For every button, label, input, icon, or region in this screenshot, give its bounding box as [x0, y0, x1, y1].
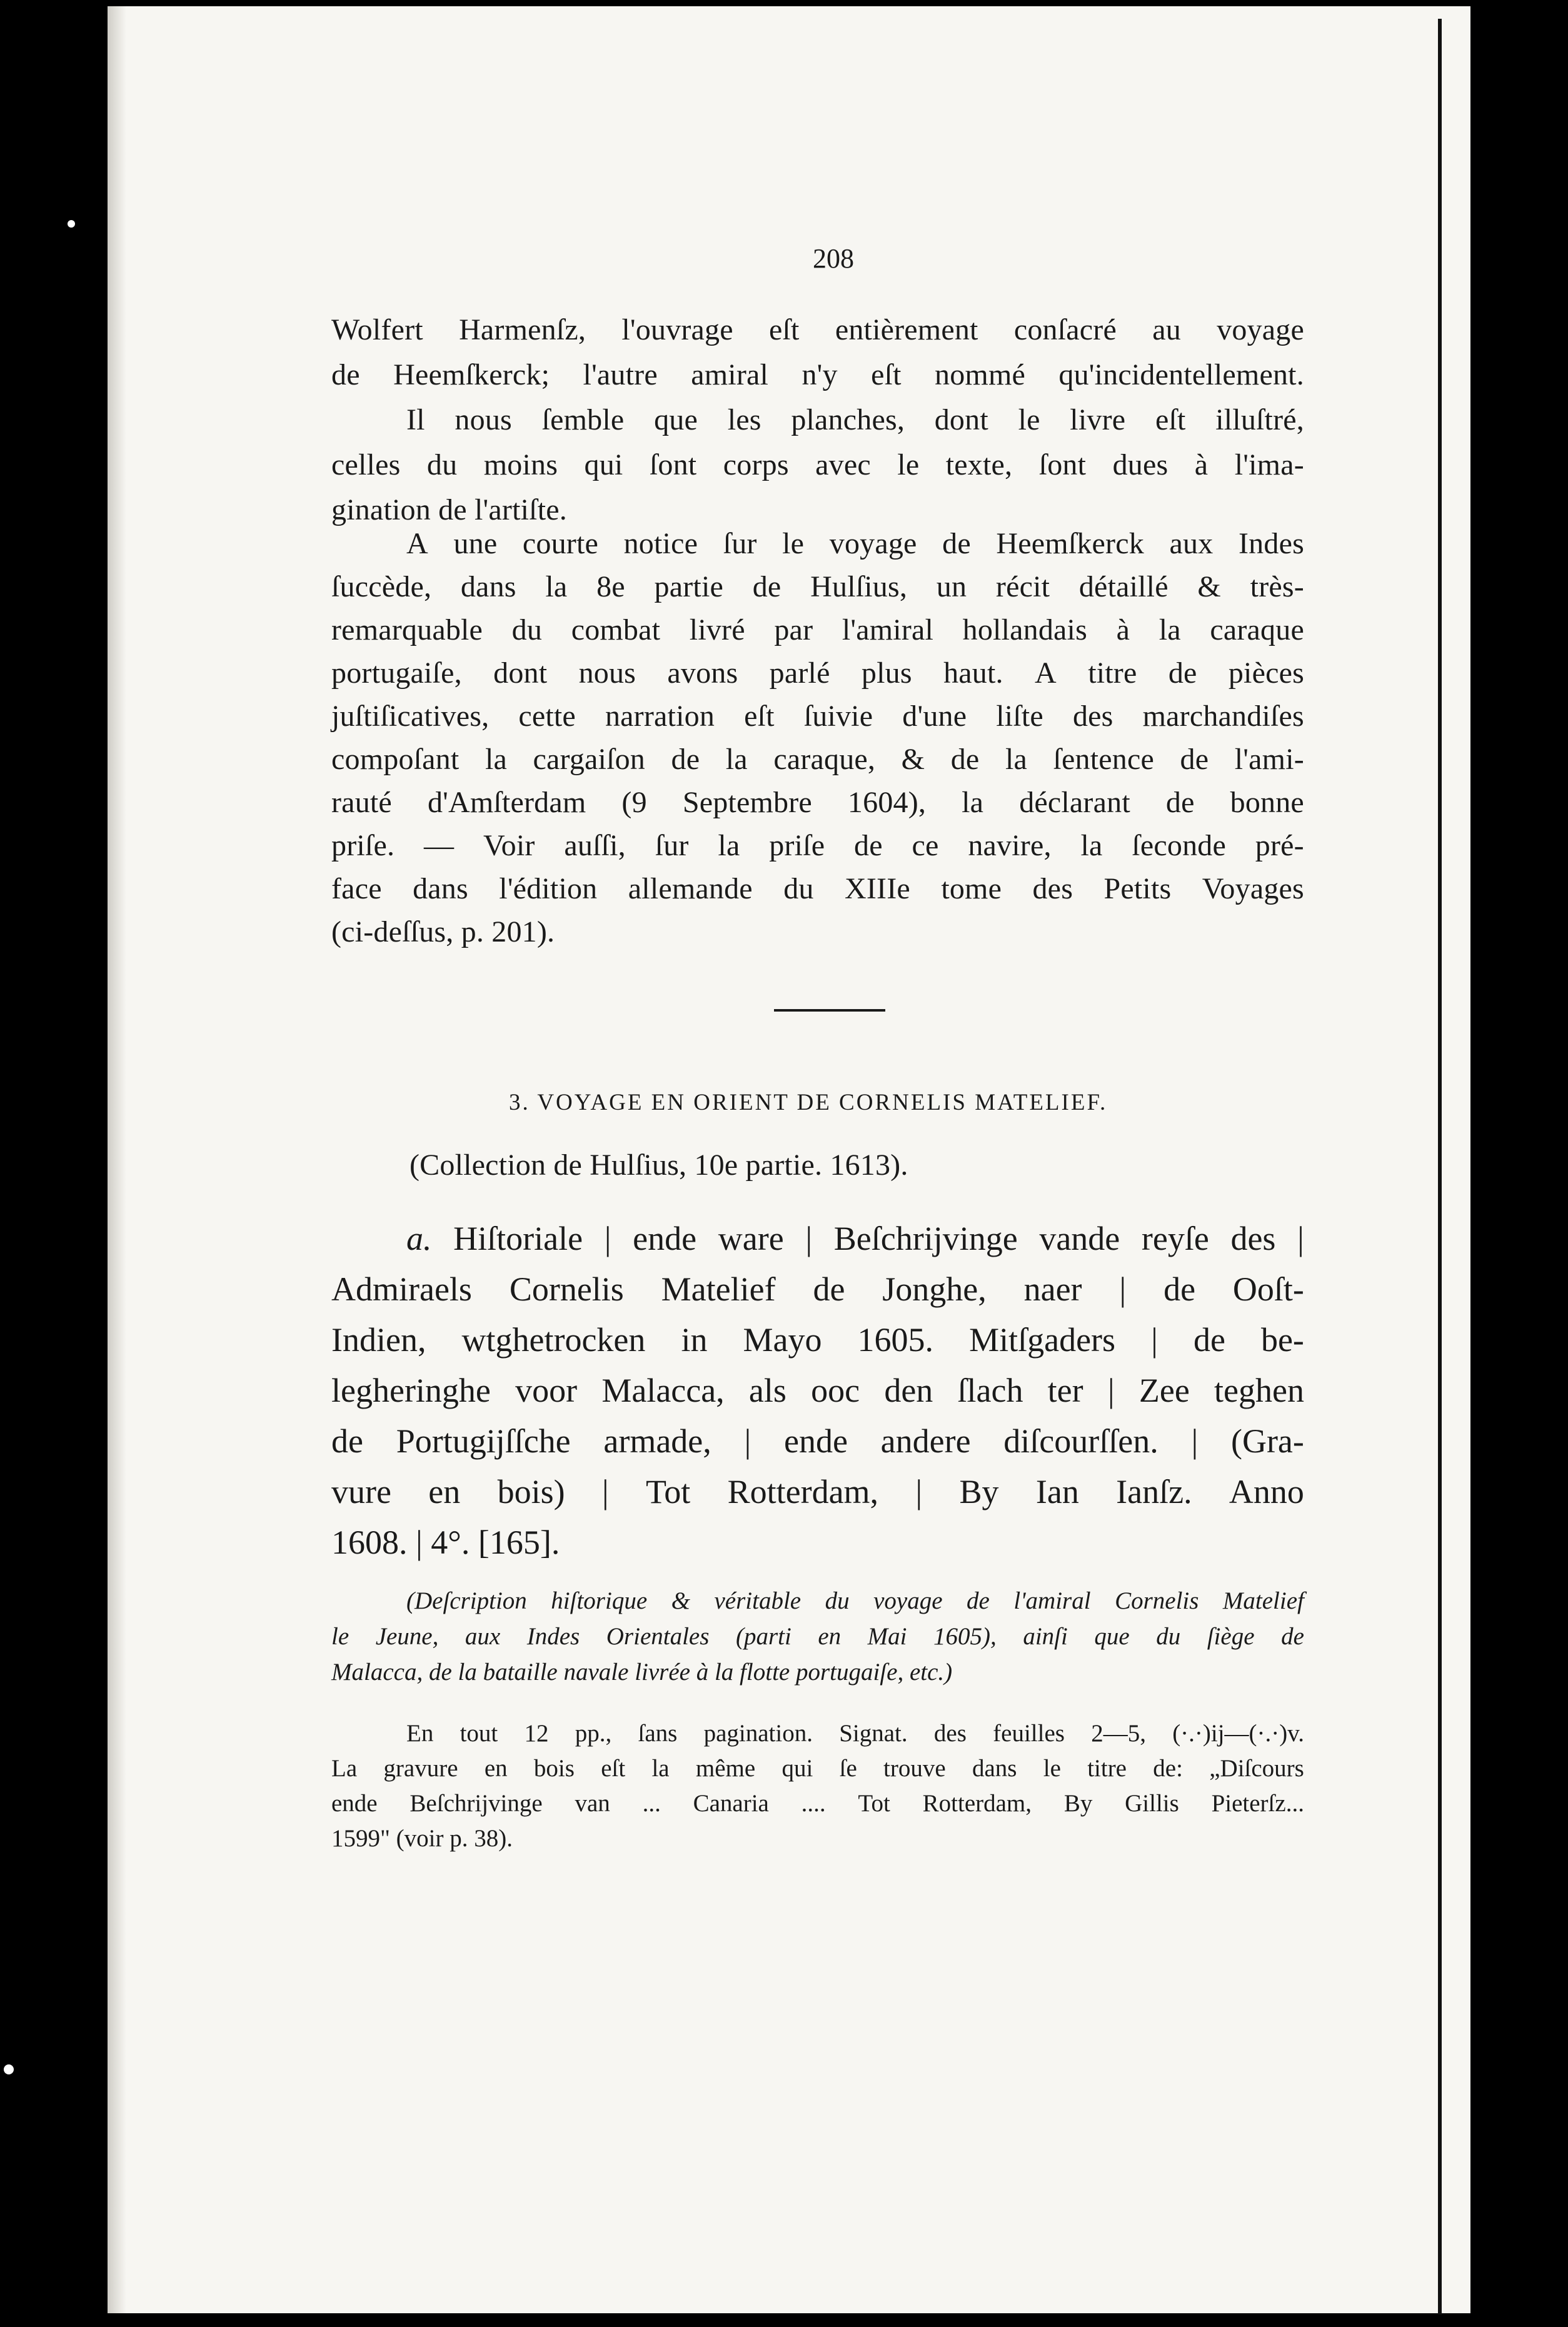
collection-reference: (Collection de Hulſius, 10e partie. 1613).	[410, 1148, 908, 1182]
paragraph-line: remarquable du combat livré par l'amiral hollandais à la caraque	[331, 613, 1304, 646]
paragraph-line: compoſant la cargaiſon de la caraque, & de la ſentence de l'ami-	[331, 743, 1304, 776]
paragraph-line: priſe. — Voir auſſi, ſur la priſe de ce navire, la ſeconde pré-	[331, 829, 1304, 862]
paragraph-line: portugaiſe, dont nous avons parlé plus haut. A titre de pièces	[331, 656, 1304, 690]
paragraph-line: Il nous ſemble que les planches, dont le livre eſt illuſtré,	[406, 403, 1304, 436]
translation-note-line: (Deſcription hiſtorique & véritable du voyage de l'amiral Cornelis Matelief	[406, 1587, 1304, 1614]
paragraph-line: ſuccède, dans la 8e partie de Hulſius, un récit détaillé & très-	[331, 570, 1304, 603]
section-divider	[774, 1009, 885, 1012]
section-heading: 3. VOYAGE EN ORIENT DE CORNELIS MATELIEF.	[509, 1090, 1108, 1115]
bibliographic-entry-line: a. Hiſtoriale | ende ware | Beſchrijvinge vande reyſe des |	[406, 1220, 1304, 1257]
paragraph-line: de Heemſkerck; l'autre amiral n'y eſt nommé qu'incidentellement.	[331, 358, 1304, 391]
collation-line: 1599" (voir p. 38).	[331, 1825, 513, 1852]
collation-line: En tout 12 pp., ſans pagination. Signat. des feuilles 2—5, (·.·)ij—(·.·)v.	[406, 1720, 1304, 1747]
bibliographic-entry-line: 1608. | 4°. [165].	[331, 1524, 560, 1561]
paragraph-line: Wolfert Harmenſz, l'ouvrage eſt entièrement conſacré au voyage	[331, 313, 1304, 346]
bibliographic-entry-line: vure en bois) | Tot Rotterdam, | By Ian Ianſz. Anno	[331, 1473, 1304, 1510]
paragraph-line: celles du moins qui ſont corps avec le texte, ſont dues à l'ima-	[331, 448, 1304, 481]
translation-note-line: Malacca, de la bataille navale livrée à la flotte portugaiſe, etc.)	[331, 1659, 953, 1686]
paragraph-line: rauté d'Amſterdam (9 Septembre 1604), la déclarant de bonne	[331, 786, 1304, 819]
paragraph-line: gination de l'artiſte.	[331, 493, 567, 526]
page-right-edge	[1438, 19, 1442, 2314]
translation-note-line: le Jeune, aux Indes Orientales (parti en Mai 1605), ainſi que du ſiège de	[331, 1623, 1304, 1650]
bibliographic-entry-line: Admiraels Cornelis Matelief de Jonghe, naer | de Ooſt-	[331, 1270, 1304, 1308]
collation-line: La gravure en bois eſt la même qui ſe trouve dans le titre de: „Diſcours	[331, 1755, 1304, 1782]
scan-speck	[68, 220, 75, 228]
paragraph-line: (ci-deſſus, p. 201).	[331, 915, 555, 948]
paragraph-line: juſtiſicatives, cette narration eſt ſuivie d'une liſte des marchandiſes	[331, 700, 1304, 733]
collation-line: ende Beſchrijvinge van ... Canaria .... Tot Rotterdam, By Gillis Pieterſz...	[331, 1790, 1304, 1817]
paragraph-line: face dans l'édition allemande du XIIIe tome des Petits Voyages	[331, 872, 1304, 905]
bibliographic-entry-line: legheringhe voor Malacca, als ooc den ſlach ter | Zee teghen	[331, 1372, 1304, 1409]
scan-speck	[4, 2064, 14, 2074]
bibliographic-entry-line: Indien, wtghetrocken in Mayo 1605. Mitſgaders | de be-	[331, 1321, 1304, 1359]
bibliographic-entry-line: de Portugijſſche armade, | ende andere diſcourſſen. | (Gra-	[331, 1422, 1304, 1460]
page-gutter-shadow	[108, 6, 126, 2313]
page-number: 208	[813, 243, 854, 274]
paragraph-line: A une courte notice ſur le voyage de Heemſkerck aux Indes	[406, 527, 1304, 560]
